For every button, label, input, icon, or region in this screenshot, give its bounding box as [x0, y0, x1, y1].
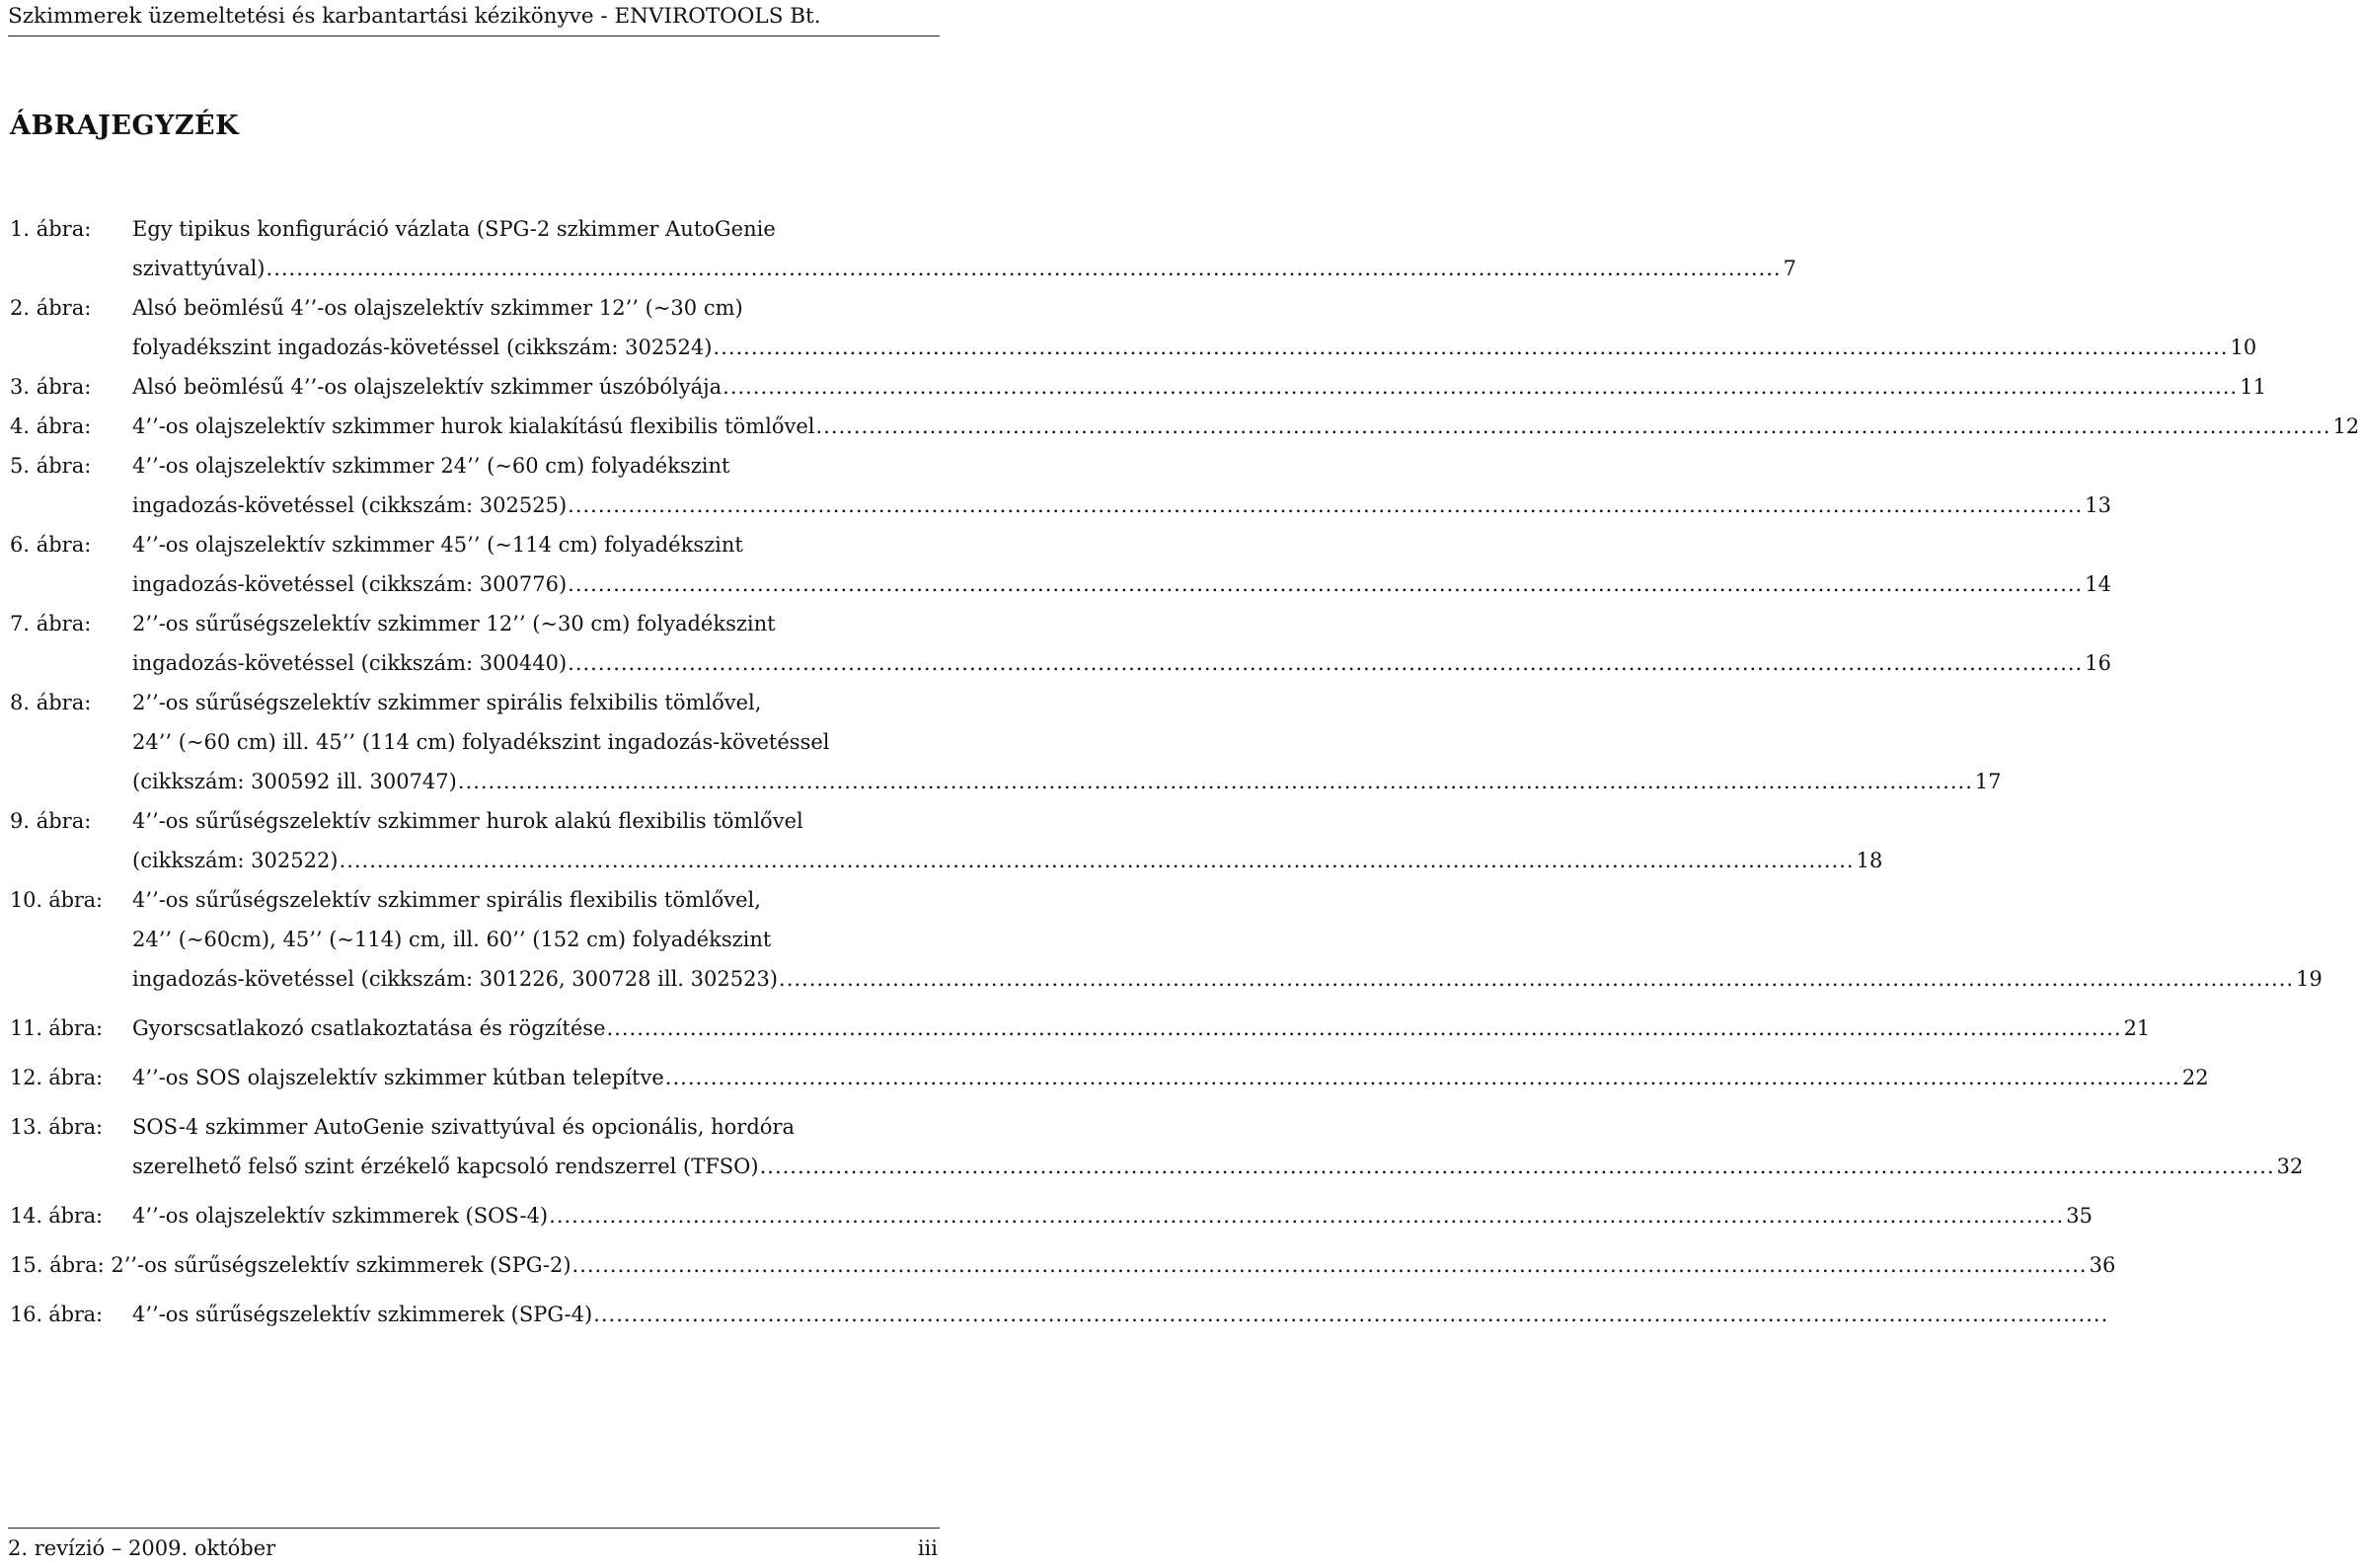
toc-entry[interactable]	[10, 525, 2111, 604]
figure-number: 10. ábra:	[10, 888, 103, 912]
page-number: 16	[2085, 651, 2111, 675]
page-number: 13	[2085, 493, 2111, 517]
toc-entry[interactable]	[10, 1058, 2209, 1097]
figure-caption: ingadozás-követéssel (cikkszám: 302525)	[132, 493, 568, 517]
figure-number: 14. ábra:	[10, 1204, 103, 1228]
figure-caption: szerelhető felső szint érzékelő kapcsoló rendszerrel (TFSO)	[132, 1155, 759, 1178]
toc-entry[interactable]	[10, 683, 2002, 801]
page-number: 12	[2332, 414, 2359, 438]
figure-caption: 24’’ (~60 cm) ill. 45’’ (114 cm) folyadékszint ingadozás-követéssel	[132, 730, 830, 754]
toc-entry[interactable]	[10, 209, 1796, 288]
dot-leader: ........................................................................................................................................................................................................	[713, 336, 2229, 359]
page-number: 14	[2085, 572, 2111, 596]
footer-revision: 2. revízió – 2009. október	[8, 1536, 276, 1560]
footer-page-number: iii	[917, 1536, 938, 1560]
toc-entry[interactable]	[10, 367, 2266, 407]
figure-caption: 4’’-os sűrűségszelektív szkimmer hurok alakú flexibilis tömlővel	[132, 809, 803, 833]
page-number: 22	[2181, 1066, 2209, 1089]
figure-number: 5. ábra:	[10, 454, 92, 478]
page-number: 11	[2240, 375, 2266, 399]
figure-caption: 4’’-os olajszelektív szkimmer 45’’ (~114 cm) folyadékszint	[132, 533, 743, 557]
toc-entry[interactable]	[10, 407, 2359, 446]
figure-caption: Alsó beömlésű 4’’-os olajszelektív szkimmer úszóbólyája	[132, 375, 723, 399]
figure-number: 11. ábra:	[10, 1016, 103, 1040]
page-number: 18	[1856, 849, 1883, 872]
figure-number: 2. ábra:	[10, 296, 92, 320]
page-number: 17	[1974, 770, 2002, 793]
toc-entry[interactable]	[10, 1196, 2093, 1235]
figure-caption: Alsó beömlésű 4’’-os olajszelektív szkimmer 12’’ (~30 cm)	[132, 296, 743, 320]
dot-leader: ........................................................................................................................................................................................................	[339, 849, 1855, 872]
figure-caption: folyadékszint ingadozás-követéssel (cikkszám: 302524)	[132, 336, 713, 359]
footer-rule	[8, 1528, 940, 1529]
header-rule	[8, 36, 940, 37]
figure-caption: 4’’-os SOS olajszelektív szkimmer kútban telepítve	[132, 1066, 664, 1089]
figure-caption: 15. ábra: 2’’-os sűrűségszelektív szkimmerek (SPG-2)	[10, 1253, 571, 1277]
figure-caption: 4’’-os olajszelektív szkimmer 24’’ (~60 cm) folyadékszint	[132, 454, 730, 478]
figure-number: 13. ábra:	[10, 1115, 103, 1139]
dot-leader: ........................................................................................................................................................................................................	[723, 375, 2239, 399]
toc-entry[interactable]	[10, 1107, 2304, 1186]
figure-caption: Gyorscsatlakozó csatlakoztatása és rögzítése	[132, 1016, 606, 1040]
dot-leader: ........................................................................................................................................................................................................	[549, 1204, 2065, 1228]
figure-number: 7. ábra:	[10, 612, 92, 635]
toc-entry[interactable]	[10, 1008, 2151, 1048]
page-number: 7	[1783, 257, 1796, 280]
figure-number: 3. ábra:	[10, 375, 92, 399]
dot-leader: ........................................................................................................................................................................................................	[779, 967, 2295, 991]
figure-number: 16. ábra:	[10, 1303, 103, 1326]
page-number: 19	[2296, 967, 2322, 991]
figure-caption: (cikkszám: 302522)	[132, 849, 339, 872]
page-number: 32	[2276, 1155, 2304, 1178]
page-number: 21	[2123, 1016, 2151, 1040]
toc-entry[interactable]	[10, 604, 2111, 683]
figure-caption: 2’’-os sűrűségszelektív szkimmer spirális felxibilis tömlővel,	[132, 691, 762, 714]
toc-title: ÁBRAJEGYZÉK	[10, 111, 240, 141]
figure-number: 9. ábra:	[10, 809, 92, 833]
page-number: 36	[2089, 1253, 2116, 1277]
dot-leader: ........................................................................................................................................................................................................	[568, 493, 2084, 517]
figure-caption: 2’’-os sűrűségszelektív szkimmer 12’’ (~30 cm) folyadékszint	[132, 612, 776, 635]
page-number: 10	[2230, 336, 2257, 359]
figure-caption: 4’’-os olajszelektív szkimmerek (SOS-4)	[132, 1204, 549, 1228]
figure-number: 12. ábra:	[10, 1066, 103, 1089]
figure-caption: ingadozás-követéssel (cikkszám: 301226, 300728 ill. 302523)	[132, 967, 779, 991]
figure-list	[10, 209, 2359, 1334]
dot-leader: ........................................................................................................................................................................................................	[664, 1066, 2180, 1089]
dot-leader: ........................................................................................................................................................................................................	[568, 572, 2084, 596]
dot-leader: ........................................................................................................................................................................................................	[815, 414, 2331, 438]
figure-caption: szivattyúval)	[132, 257, 266, 280]
page-number: 35	[2066, 1204, 2093, 1228]
dot-leader: ........................................................................................................................................................................................................	[457, 770, 1973, 793]
figure-caption: Egy tipikus konfiguráció vázlata (SPG-2 szkimmer AutoGenie	[132, 217, 776, 241]
toc-entry[interactable]	[10, 1245, 2116, 1285]
figure-number: 8. ábra:	[10, 691, 92, 714]
figure-caption: SOS-4 szkimmer AutoGenie szivattyúval és opcionális, hordóra	[132, 1115, 795, 1139]
toc-entry[interactable]	[10, 446, 2111, 525]
figure-number: 4. ábra:	[10, 414, 92, 438]
dot-leader: ........................................................................................................................................................................................................	[759, 1155, 2275, 1178]
figure-caption: 4’’-os sűrűségszelektív szkimmer spirális flexibilis tömlővel,	[132, 888, 761, 912]
figure-caption: 4’’-os olajszelektív szkimmer hurok kialakítású flexibilis tömlővel	[132, 414, 815, 438]
figure-caption: ingadozás-követéssel (cikkszám: 300440)	[132, 651, 568, 675]
page-header: Szkimmerek üzemeltetési és karbantartási kézikönyve - ENVIROTOOLS Bt.	[8, 4, 821, 29]
toc-entry[interactable]	[10, 801, 1883, 880]
toc-entry[interactable]	[10, 1295, 2109, 1334]
dot-leader: ........................................................................................................................................................................................................	[266, 257, 1782, 280]
dot-leader: ........................................................................................................................................................................................................	[606, 1016, 2122, 1040]
figure-caption: (cikkszám: 300592 ill. 300747)	[132, 770, 457, 793]
figure-number: 1. ábra:	[10, 217, 92, 241]
figure-caption: ingadozás-követéssel (cikkszám: 300776)	[132, 572, 568, 596]
dot-leader: ........................................................................................................................................................................................................	[593, 1303, 2109, 1326]
dot-leader: ........................................................................................................................................................................................................	[571, 1253, 2088, 1277]
figure-caption: 24’’ (~60cm), 45’’ (~114) cm, ill. 60’’ (152 cm) folyadékszint	[132, 928, 772, 951]
figure-caption: 4’’-os sűrűségszelektív szkimmerek (SPG-4)	[132, 1303, 593, 1326]
toc-entry[interactable]	[10, 880, 2322, 999]
toc-entry[interactable]	[10, 288, 2257, 367]
dot-leader: ........................................................................................................................................................................................................	[568, 651, 2084, 675]
figure-number: 6. ábra:	[10, 533, 92, 557]
